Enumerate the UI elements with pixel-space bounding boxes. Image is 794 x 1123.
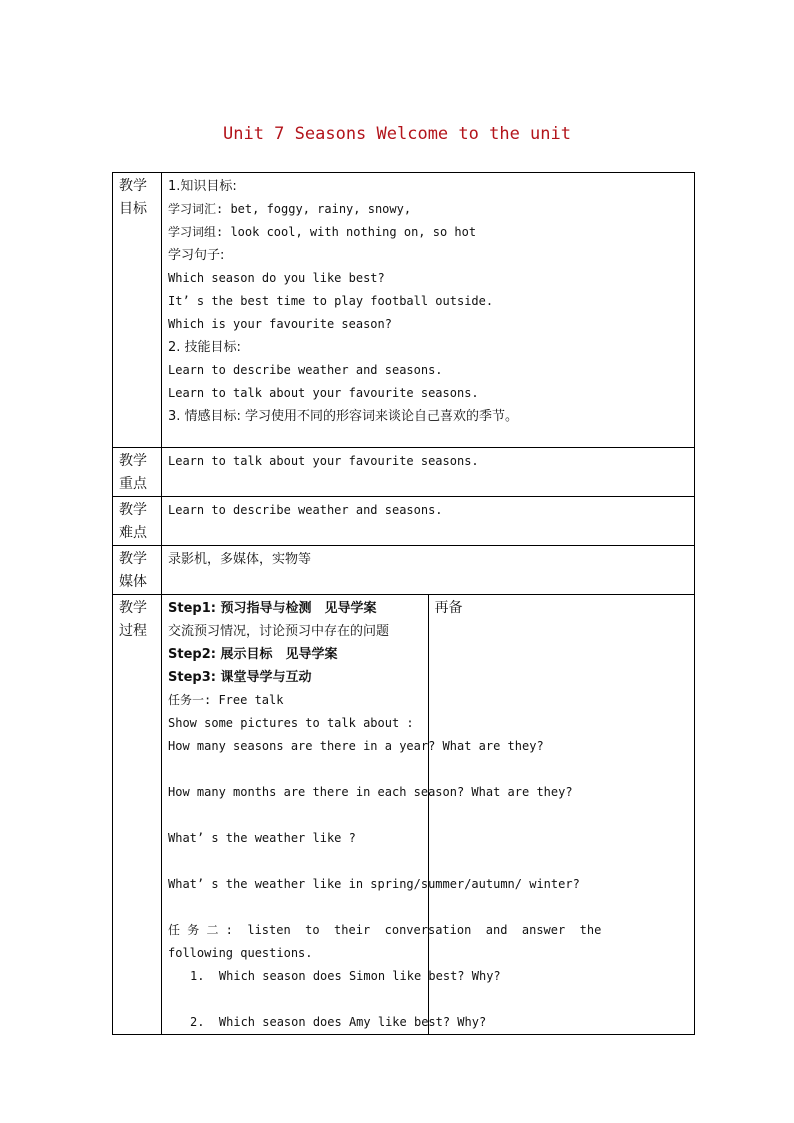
spacer — [168, 988, 428, 1011]
question-line: What’ s the weather like in spring/summer/autumn/ winter? — [168, 877, 580, 891]
step3-heading: Step3: 课堂导学与互动 — [168, 670, 312, 685]
objective-line: Which season do you like best? — [168, 271, 385, 285]
key-points-text: Learn to talk about your favourite seasons. — [168, 454, 479, 468]
difficulties-label — [113, 497, 162, 546]
media-text: 录影机，多媒体，实物等 — [168, 552, 312, 567]
objective-line: 3. 情感目标: 学习使用不同的形容词来谈论自己喜欢的季节。 — [168, 409, 519, 424]
key-points-label-line2: 重点 — [119, 476, 147, 492]
objective-line: 1.知识目标: — [168, 179, 237, 194]
objective-line: 2. 技能目标: — [168, 340, 241, 355]
objectives-row — [113, 173, 695, 448]
objectives-label — [113, 173, 162, 448]
spacer — [168, 850, 428, 873]
task2-line-cont: following questions. — [168, 946, 313, 960]
media-label-line1: 教学 — [119, 551, 147, 567]
spacer — [168, 896, 428, 919]
spacer — [168, 758, 428, 781]
question-line: What’ s the weather like ? — [168, 831, 356, 845]
key-points-label-line1: 教学 — [119, 453, 147, 469]
objective-line: Learn to talk about your favourite seasons. — [168, 386, 479, 400]
process-line: Show some pictures to talk about : — [168, 716, 414, 730]
difficulties-label-line1: 教学 — [119, 502, 147, 518]
prep-notes-label: 再备 — [434, 600, 463, 616]
objective-line: Which is your favourite season? — [168, 317, 392, 331]
objectives-label-line2: 目标 — [119, 201, 147, 217]
spacer — [168, 804, 428, 827]
question-line: How many months are there in each season? What are they? — [168, 785, 573, 799]
process-line: 交流预习情况，讨论预习中存在的问题 — [168, 624, 390, 639]
difficulties-text: Learn to describe weather and seasons. — [168, 503, 443, 517]
objectives-label-line1: 教学 — [119, 178, 147, 194]
task1-line: 任务一: Free talk — [168, 693, 284, 707]
difficulties-content — [162, 497, 695, 546]
difficulties-row — [113, 497, 695, 546]
lesson-plan-table — [112, 172, 695, 1035]
page-title: Unit 7 Seasons Welcome to the unit — [223, 124, 571, 144]
media-row — [113, 546, 695, 595]
objective-line: 学习词汇: bet, foggy, rainy, snowy, — [168, 202, 412, 216]
objective-line: 学习词组: look cool, with nothing on, so hot — [168, 225, 477, 239]
process-label — [113, 595, 162, 1035]
difficulties-label-line2: 难点 — [119, 525, 147, 541]
key-points-label — [113, 448, 162, 497]
question-line: How many seasons are there in a year? What are they? — [168, 739, 544, 753]
task2-line: 任 务 二 : listen to their conversation and answer the — [168, 923, 602, 937]
sub-question: 2. Which season does Amy like best? Why? — [190, 1015, 487, 1029]
key-points-row — [113, 448, 695, 497]
objective-line: 学习句子: — [168, 248, 225, 263]
sub-question: 1. Which season does Simon like best? Why? — [190, 969, 501, 983]
media-content — [162, 546, 695, 595]
media-label-line2: 媒体 — [119, 574, 147, 590]
media-label — [113, 546, 162, 595]
objective-line: It’ s the best time to play football outside. — [168, 294, 494, 308]
process-label-line2: 过程 — [119, 623, 147, 639]
objective-line: Learn to describe weather and seasons. — [168, 363, 443, 377]
step2-heading: Step2: 展示目标 见导学案 — [168, 647, 338, 662]
process-row — [113, 595, 695, 1035]
process-label-line1: 教学 — [119, 600, 147, 616]
objectives-content — [162, 173, 695, 448]
key-points-content — [162, 448, 695, 497]
step1-heading: Step1: 预习指导与检测 见导学案 — [168, 601, 377, 616]
